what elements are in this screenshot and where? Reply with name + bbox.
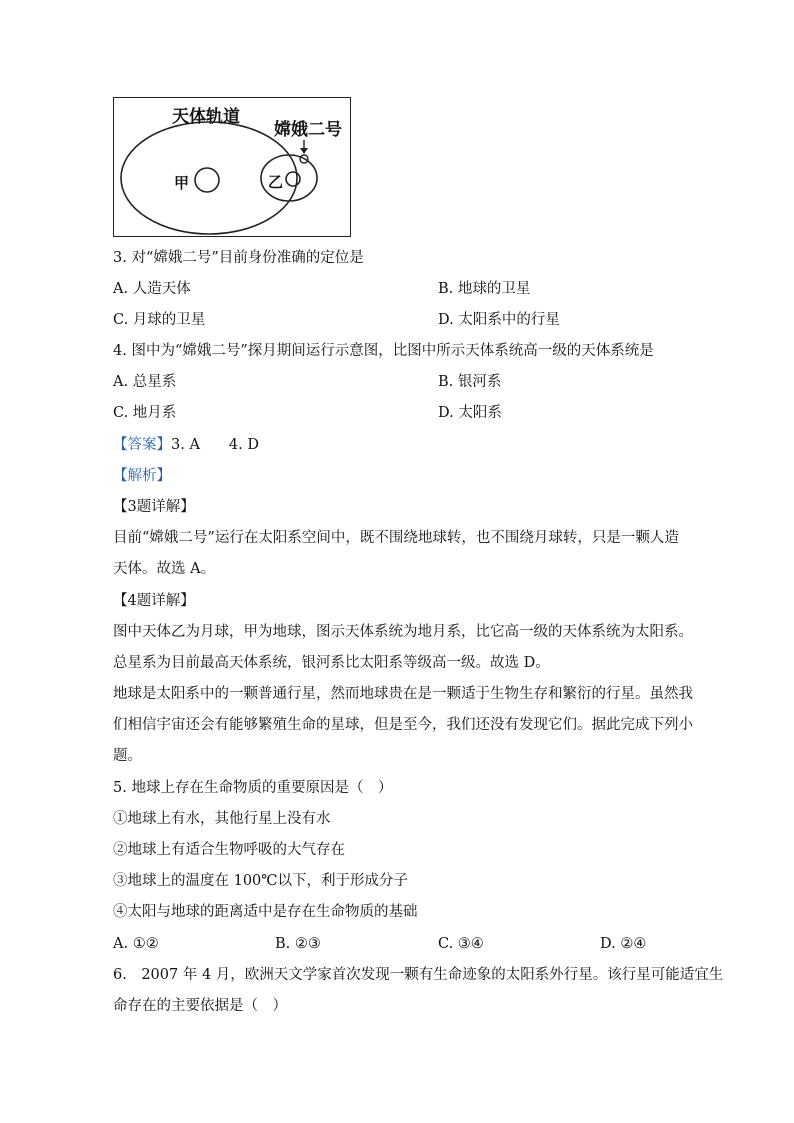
- question-4-stem: 4. 图中为“嫦娥二号”探月期间运行示意图，比图中所示天体系统高一级的天体系统是: [113, 343, 654, 359]
- analysis-label: 【解析】: [113, 468, 171, 484]
- question-4-option-d: D. 太阳系: [438, 405, 502, 421]
- question-3-stem: 3. 对“嫦娥二号”目前身份准确的定位是: [113, 250, 364, 266]
- yi-body: [286, 172, 300, 186]
- question-5-stem: 5. 地球上存在生命物质的重要原因是（ ）: [113, 780, 393, 796]
- orbit-label: 天体轨道: [172, 107, 240, 127]
- intro-line-2: 们相信宇宙还会有能够繁殖生命的星球，但是至今，我们还没有发现它们。据此完成下列小: [113, 717, 693, 733]
- q3-detail-line-2: 天体。故选 A。: [113, 561, 216, 577]
- q4-detail-line-2: 总星系为目前最高天体系统，银河系比太阳系等级高一级。故选 D。: [113, 655, 550, 671]
- q3-detail-label: 【3题详解】: [113, 499, 195, 515]
- question-5-option-a: A. ①②: [113, 936, 159, 952]
- question-6-line-2: 命存在的主要依据是（ ）: [113, 998, 287, 1014]
- question-5-option-c: C. ③④: [438, 936, 484, 952]
- jia-label: 甲: [174, 174, 190, 192]
- question-4-option-b: B. 银河系: [438, 374, 502, 390]
- question-5-item-1: ①地球上有水，其他行星上没有水: [113, 811, 331, 827]
- answer-label: 【答案】: [113, 437, 171, 453]
- orbit-diagram: [113, 97, 351, 237]
- jia-body: [195, 168, 219, 192]
- q3-detail-line-1: 目前“嫦娥二号”运行在太阳系空间中，既不围绕地球转，也不围绕月球转，只是一颗人造: [113, 530, 679, 546]
- question-5-item-3: ③地球上的温度在 100℃以下，利于形成分子: [113, 873, 409, 889]
- answer-line: [113, 435, 259, 455]
- orbit-diagram-svg: [114, 98, 352, 238]
- question-6-line-1: 6. 2007 年 4 月，欧洲天文学家首次发现一颗有生命迹象的太阳系外行星。该行星可能适宜生: [113, 967, 724, 983]
- question-5-option-b: B. ②③: [275, 936, 321, 952]
- pointer-arrowhead: [300, 148, 308, 154]
- question-5-item-2: ②地球上有适合生物呼吸的大气存在: [113, 842, 345, 858]
- question-3-option-c: C. 月球的卫星: [113, 312, 206, 328]
- intro-line-3: 题。: [113, 748, 142, 764]
- chang-e-label: 嫦娥二号: [274, 120, 342, 140]
- question-3-option-d: D. 太阳系中的行星: [438, 312, 560, 328]
- question-3-option-b: B. 地球的卫星: [438, 281, 531, 297]
- q4-detail-line-1: 图中天体乙为月球，甲为地球，图示天体系统为地月系，比它高一级的天体系统为太阳系。: [113, 624, 693, 640]
- question-5-item-4: ④太阳与地球的距离适中是存在生命物质的基础: [113, 904, 418, 920]
- q4-detail-label: 【4题详解】: [113, 593, 195, 609]
- question-3-option-a: A. 人造天体: [113, 281, 191, 297]
- answer-text: 3. A 4. D: [171, 437, 259, 453]
- question-4-option-a: A. 总星系: [113, 374, 177, 390]
- question-4-option-c: C. 地月系: [113, 405, 177, 421]
- question-5-option-d: D. ②④: [600, 936, 647, 952]
- yi-label: 乙: [268, 173, 284, 191]
- intro-line-1: 地球是太阳系中的一颗普通行星，然而地球贵在是一颗适于生物生存和繁衍的行星。虽然我: [113, 686, 693, 702]
